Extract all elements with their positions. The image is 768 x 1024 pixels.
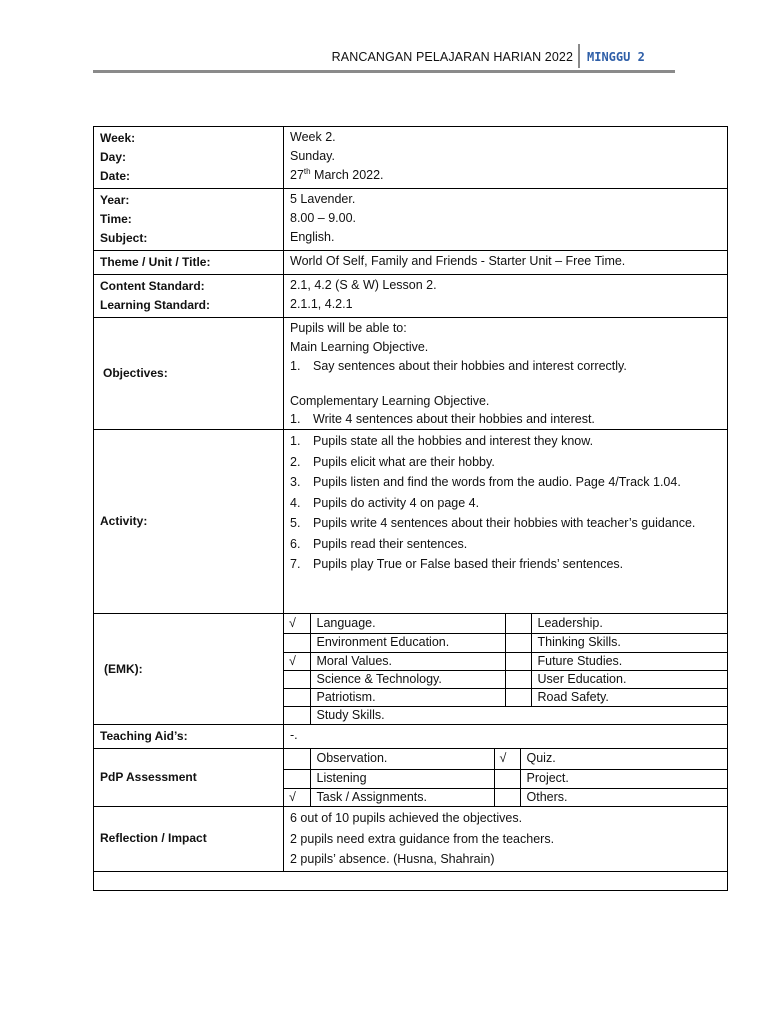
list-item: 1. Write 4 sentences about their hobbies and interest. (290, 412, 595, 426)
pdp-check (284, 769, 310, 788)
header-divider (578, 44, 580, 68)
reflection-line: 2 pupils’ absence. (Husna, Shahrain) (290, 852, 495, 866)
label-week: Week: (100, 131, 136, 145)
value-year: 5 Lavender. (290, 192, 356, 206)
reflection-line: 2 pupils need extra guidance from the teachers. (290, 831, 555, 846)
reflection-line: 6 out of 10 pupils achieved the objectives. (290, 811, 523, 825)
pdp-check (494, 769, 520, 788)
value-subject: English. (290, 230, 335, 244)
page-header (93, 44, 675, 73)
value-reflection (284, 807, 728, 872)
label-standards (94, 275, 284, 318)
emk-check (505, 633, 531, 652)
label-date: Date: (100, 169, 131, 183)
pdp-grid (284, 749, 727, 806)
value-objectives (284, 318, 728, 430)
emk-item: Study Skills. (316, 707, 385, 722)
label-time: Time: (100, 212, 132, 226)
row-year-time-subject (94, 189, 728, 251)
emk-item: Road Safety. (531, 688, 727, 706)
value-theme: World Of Self, Family and Friends - Starter Unit – Free Time. (284, 251, 728, 275)
pdp-item: Observation. (310, 749, 494, 769)
value-day: Sunday. (290, 149, 335, 163)
row-objectives (94, 318, 728, 430)
value-emk (284, 614, 728, 725)
list-item: 7. Pupils play True or False based their friends’ sentences. (290, 557, 624, 571)
label-objectives: Objectives: (94, 318, 284, 430)
emk-item: Environment Education. (310, 633, 505, 652)
emk-check (505, 670, 531, 688)
list-item: 1. Pupils state all the hobbies and interest they know. (290, 434, 594, 448)
label-week-day-date (94, 127, 284, 189)
pdp-item: Task / Assignments. (310, 788, 494, 806)
list-item: 5. Pupils write 4 sentences about their hobbies with teacher’s guidance. (290, 516, 696, 530)
emk-check: √ (284, 614, 310, 633)
value-teaching-aids: -. (284, 725, 728, 749)
pdp-check (284, 749, 310, 769)
value-week: Week 2. (290, 130, 336, 144)
emk-check (284, 706, 310, 724)
emk-item: Moral Values. (310, 652, 505, 670)
emk-check (284, 670, 310, 688)
pdp-check (494, 788, 520, 806)
activity-list (290, 431, 721, 575)
emk-check (505, 614, 531, 633)
label-activity: Activity: (94, 430, 284, 614)
objectives-intro: Pupils will be able to: (290, 321, 407, 335)
value-week-day-date (284, 127, 728, 189)
emk-check (284, 633, 310, 652)
row-pdp (94, 749, 728, 807)
pdp-item: Listening (310, 769, 494, 788)
value-learning-standard: 2.1.1, 4.2.1 (290, 297, 353, 311)
objectives-comp-heading: Complementary Learning Objective. (290, 394, 490, 408)
row-standards (94, 275, 728, 318)
emk-row (284, 614, 727, 633)
label-teaching-aids: Teaching Aid’s: (94, 725, 284, 749)
row-reflection (94, 807, 728, 872)
pdp-item: Others. (526, 789, 568, 804)
list-item: 2. Pupils elicit what are their hobby. (290, 454, 495, 469)
empty-cell (94, 871, 728, 890)
label-emk: (EMK): (94, 614, 284, 725)
pdp-item: Project. (520, 769, 727, 788)
header-title: RANCANGAN PELAJARAN HARIAN 2022 (331, 50, 573, 64)
value-date: 27th March 2022. (290, 166, 384, 182)
value-year-time-subject (284, 189, 728, 251)
label-year: Year: (100, 193, 130, 207)
emk-grid (284, 614, 727, 724)
label-theme: Theme / Unit / Title: (94, 251, 284, 275)
emk-row (284, 633, 727, 652)
objectives-main-heading: Main Learning Objective. (290, 340, 429, 354)
label-subject: Subject: (100, 231, 148, 245)
label-reflection: Reflection / Impact (94, 807, 284, 872)
label-content-standard: Content Standard: (100, 279, 205, 293)
label-year-time-subject (94, 189, 284, 251)
emk-row (284, 652, 727, 670)
emk-row (284, 706, 727, 724)
pdp-row (284, 749, 727, 769)
pdp-item: Quiz. (520, 749, 727, 769)
emk-item: Language. (310, 614, 505, 633)
objectives-comp-list (290, 411, 721, 428)
emk-check: √ (284, 652, 310, 670)
row-empty (94, 871, 728, 890)
list-item: 3. Pupils listen and find the words from the audio. Page 4/Track 1.04. (290, 475, 681, 489)
emk-check (284, 688, 310, 706)
row-emk (94, 614, 728, 725)
emk-item: Thinking Skills. (531, 633, 727, 652)
emk-check (505, 688, 531, 706)
value-pdp (284, 749, 728, 807)
label-day: Day: (100, 150, 127, 164)
emk-item: User Education. (531, 670, 727, 688)
emk-item: Leadership. (531, 614, 727, 633)
value-time: 8.00 – 9.00. (290, 211, 357, 225)
row-week-day-date (94, 127, 728, 189)
value-content-standard: 2.1, 4.2 (S & W) Lesson 2. (290, 278, 437, 292)
list-item: 6. Pupils read their sentences. (290, 536, 468, 551)
label-learning-standard: Learning Standard: (100, 298, 211, 312)
pdp-row (284, 788, 727, 806)
emk-row (284, 688, 727, 706)
emk-check (505, 706, 531, 724)
emk-item: Science & Technology. (310, 670, 505, 688)
emk-row (284, 670, 727, 688)
list-item: 1. Say sentences about their hobbies and interest correctly. (290, 359, 627, 373)
pdp-check: √ (284, 788, 310, 806)
row-theme (94, 251, 728, 275)
value-standards (284, 275, 728, 318)
value-activity (284, 430, 728, 614)
row-teaching-aids (94, 725, 728, 749)
emk-item (531, 706, 727, 724)
row-activity (94, 430, 728, 614)
emk-item: Patriotism. (310, 688, 505, 706)
header-week-tag: MINGGU 2 (587, 50, 645, 64)
emk-item: Future Studies. (531, 652, 727, 670)
emk-check (505, 652, 531, 670)
pdp-check: √ (494, 749, 520, 769)
label-pdp: PdP Assessment (94, 749, 284, 807)
lesson-plan-table (93, 126, 728, 891)
list-item: 4. Pupils do activity 4 on page 4. (290, 495, 480, 510)
pdp-row (284, 769, 727, 788)
objectives-main-list (290, 357, 721, 376)
